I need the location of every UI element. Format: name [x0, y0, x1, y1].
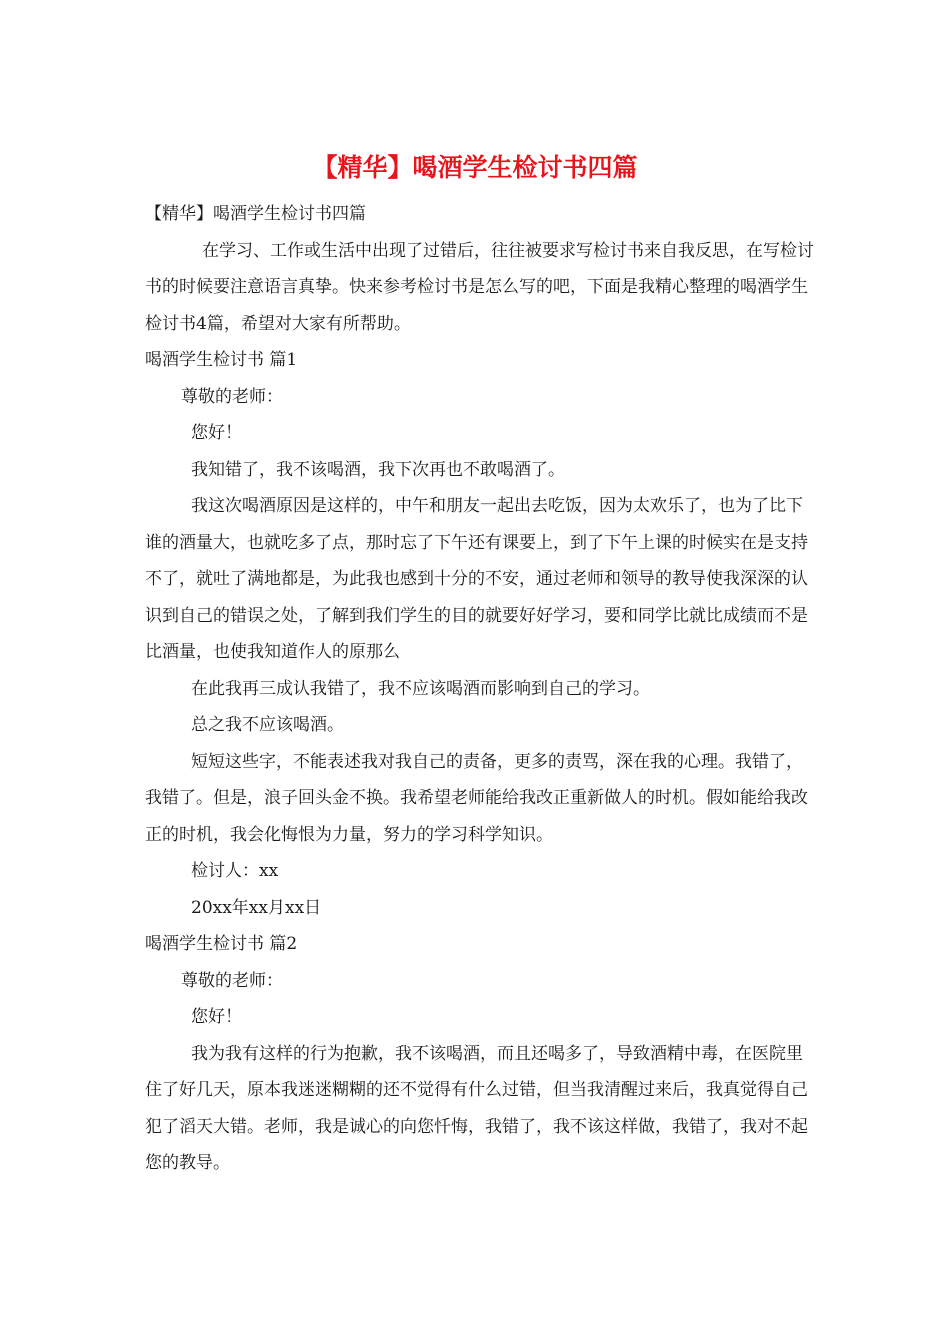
document-title: 【精华】喝酒学生检讨书四篇: [312, 153, 638, 182]
letter2-salutation: 尊敬的老师：: [181, 970, 283, 991]
letter2-greeting: 您好！: [191, 1007, 242, 1027]
letter1-paragraph-2: 我这次喝酒原因是这样的，中午和朋友一起出去吃饭，因为太欢乐了，也为了比下谁的酒量大，也就吃多了点，那时忘了下午还有课要上，到了下午上课的时候实在是支持不了，就吐了满地都是，为此我也感到十分的不安，通过老师和领导的教导使我深深的认识到自己的错误之处，了解到我们学生的目的就要好好学习，要和同学比就比成绩而不是比酒量，也使我知道作人的原那么: [145, 496, 808, 662]
document-subtitle: 【精华】喝酒学生检讨书四篇: [145, 204, 366, 224]
intro-paragraph: 在学习、工作或生活中出现了过错后，往往被要求写检讨书来自我反思，在写检讨书的时候要注意语言真挚。快来参考检讨书是怎么写的吧，下面是我精心整理的喝酒学生检讨书4篇，希望对大家有所帮助。: [145, 240, 814, 334]
letter2-heading: 喝酒学生检讨书 篇2: [145, 934, 298, 954]
letter1-paragraph-3: 在此我再三成认我错了，我不应该喝酒而影响到自己的学习。: [191, 678, 650, 699]
letter2-paragraph-1: 我为我有这样的行为抱歉，我不该喝酒，而且还喝多了，导致酒精中毒，在医院里住了好几天，原本我迷迷糊糊的还不觉得有什么过错，但当我清醒过来后，我真觉得自己犯了滔天大错。老师，我是诚心的向您忏悔，我错了，我不该这样做，我错了，我对不起您的教导。: [145, 1043, 808, 1173]
letter1-paragraph-5: 短短这些字，不能表述我对我自己的责备，更多的责骂，深在我的心理。我错了，我错了。但是，浪子回头金不换。我希望老师能给我改正重新做人的时机。假如能给我改正的时机，我会化悔恨为力量，努力的学习科学知识。: [145, 751, 808, 845]
letter1-paragraph-1: 我知错了，我不该喝酒，我下次再也不敢喝酒了。: [191, 459, 565, 480]
letter1-paragraph-4: 总之我不应该喝酒。: [191, 715, 344, 735]
letter1-heading: 喝酒学生检讨书 篇1: [145, 350, 298, 370]
document-body: [145, 196, 815, 1182]
letter1-salutation: 尊敬的老师：: [181, 386, 283, 407]
letter1-signer: 检讨人：xx: [191, 861, 279, 881]
letter1-date: 20xx年xx月xx日: [191, 897, 322, 918]
letter1-greeting: 您好！: [191, 423, 242, 443]
